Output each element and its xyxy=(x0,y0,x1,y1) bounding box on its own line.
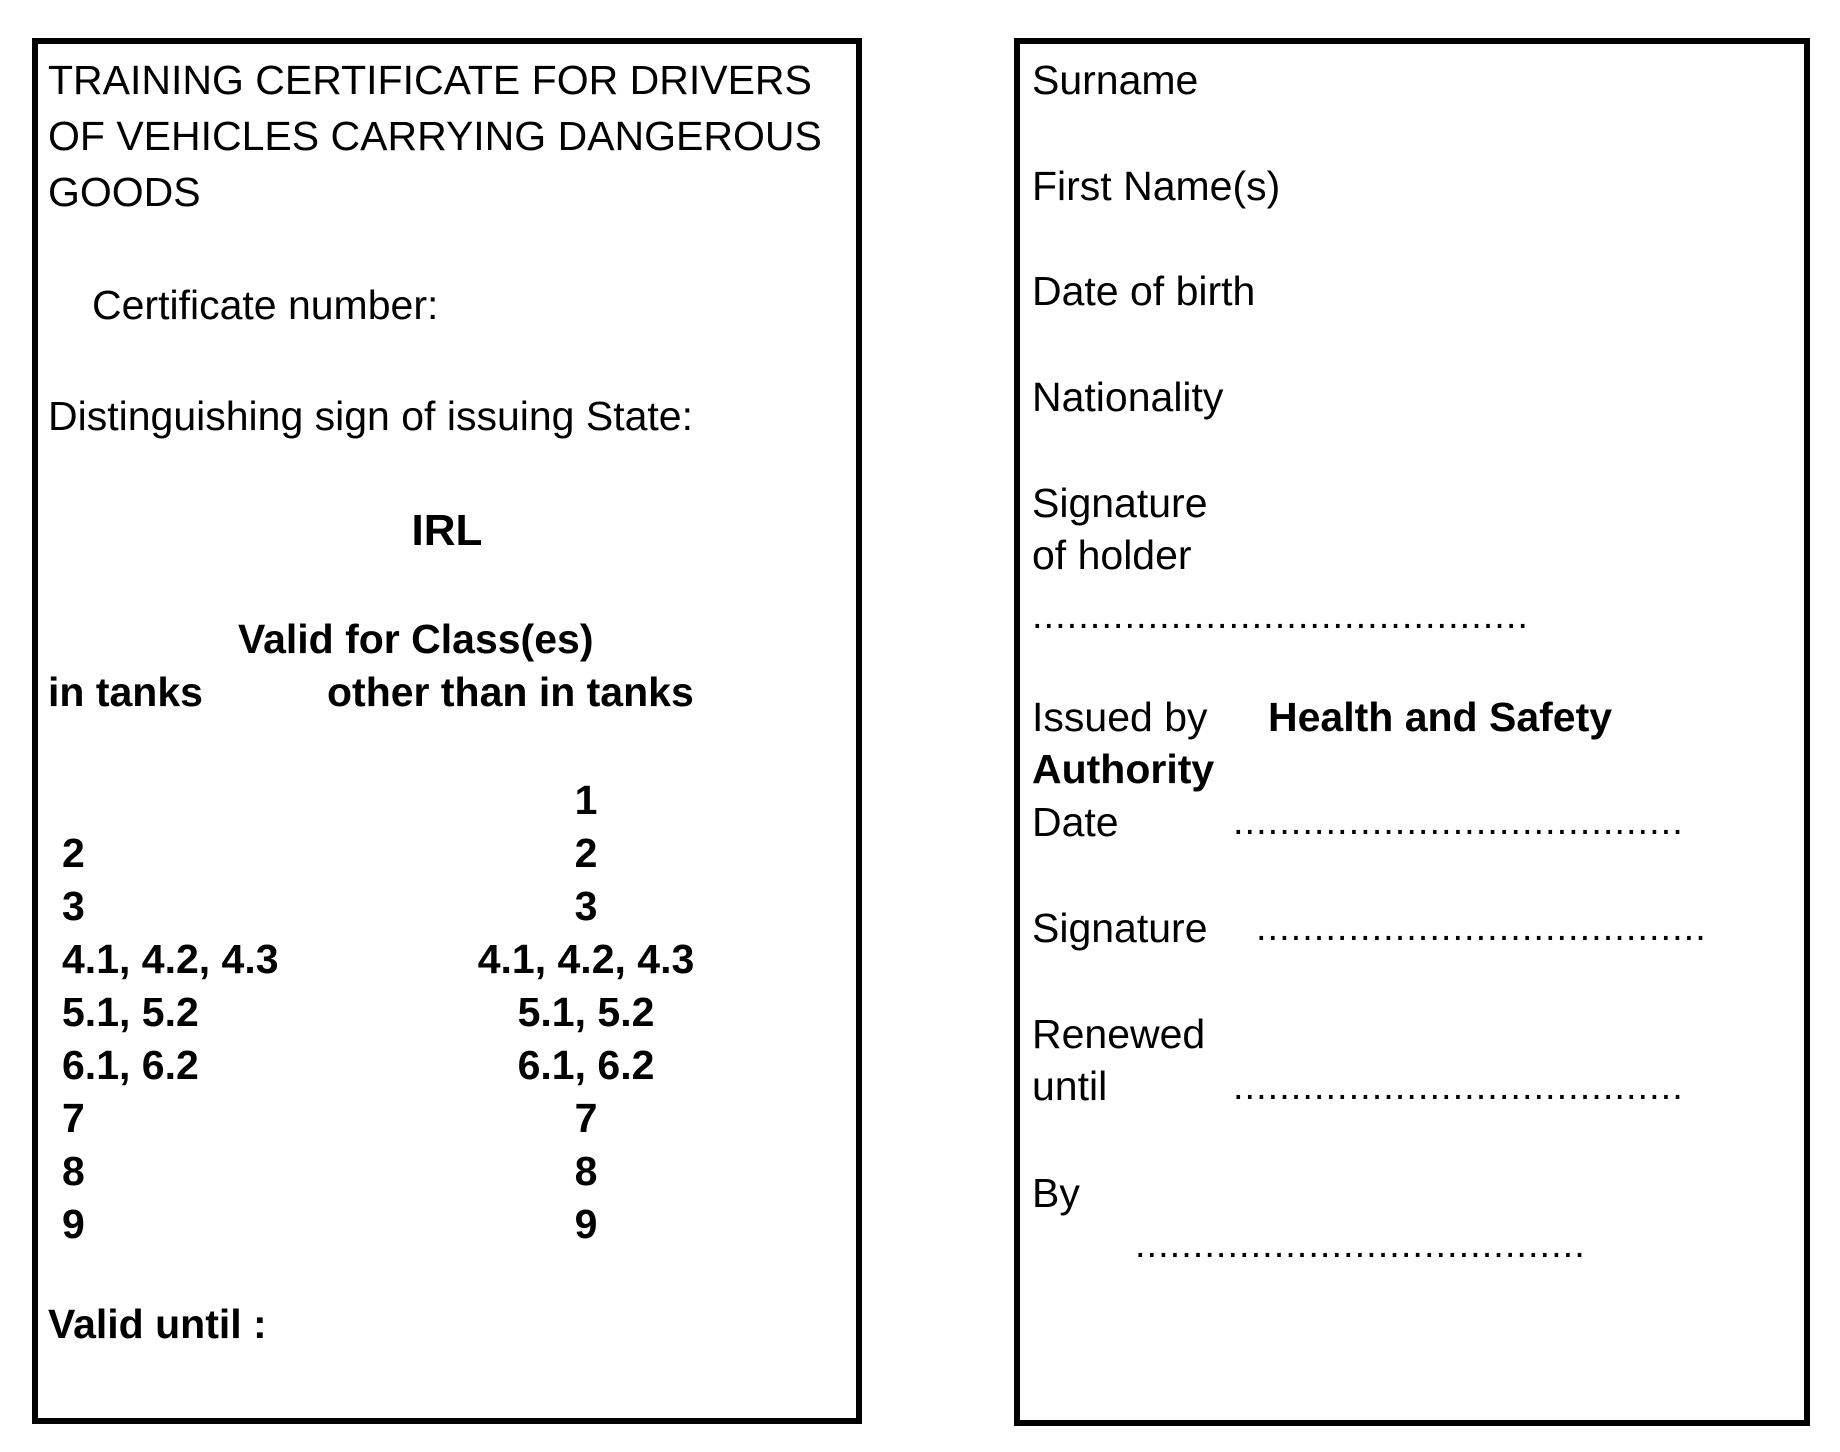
renewed-label-line-1: Renewed xyxy=(1032,1011,1206,1057)
in-tanks-class-item: 3 xyxy=(62,883,85,929)
certificate-title xyxy=(48,52,853,220)
signature-of-holder-label-line-2: of holder xyxy=(1032,532,1192,578)
in-tanks-class-item: 8 xyxy=(62,1148,85,1194)
in-tanks-class-item: 6.1, 6.2 xyxy=(62,1042,199,1088)
other-than-tanks-class-item: 9 xyxy=(574,1201,598,1247)
other-than-tanks-class-item: 1 xyxy=(574,777,598,823)
in-tanks-class-item: 9 xyxy=(62,1201,85,1247)
issuer-name-line-1: Health and Safety xyxy=(1268,694,1613,740)
signature-of-holder-label-line-1: Signature xyxy=(1032,480,1208,526)
by-line: ....................................... xyxy=(1135,1224,1586,1266)
in-tanks-header: in tanks xyxy=(48,669,203,715)
in-tanks-class-item: 5.1, 5.2 xyxy=(62,989,199,1035)
other-than-tanks-class-item: 4.1, 4.2, 4.3 xyxy=(477,936,695,982)
certificate-front-panel xyxy=(32,38,862,1424)
renewed-line: ....................................... xyxy=(1233,1066,1684,1108)
certificate-back-panel xyxy=(1014,38,1810,1426)
certificate-title-line-3: GOODS xyxy=(48,169,201,215)
surname-label: Surname xyxy=(1032,57,1199,103)
valid-for-classes-heading: Valid for Class(es) xyxy=(238,616,594,662)
issuer-name-line-2: Authority xyxy=(1032,746,1215,792)
certificate-title-line-1: TRAINING CERTIFICATE FOR DRIVERS xyxy=(48,57,812,103)
signature-label: Signature xyxy=(1032,905,1208,951)
date-line: ....................................... xyxy=(1233,801,1684,843)
other-than-tanks-class-item: 5.1, 5.2 xyxy=(517,989,655,1035)
issuing-state-code: IRL xyxy=(411,506,483,555)
certificate-title-line-2: OF VEHICLES CARRYING DANGEROUS xyxy=(48,113,822,159)
in-tanks-classes-list xyxy=(62,827,279,1251)
in-tanks-class-item: 7 xyxy=(62,1095,85,1141)
nationality-label: Nationality xyxy=(1032,374,1224,420)
by-label: By xyxy=(1032,1170,1080,1216)
date-label: Date xyxy=(1032,799,1119,845)
date-of-birth-label: Date of birth xyxy=(1032,268,1256,314)
certificate-number-label: Certificate number: xyxy=(92,282,439,328)
other-than-tanks-classes-list xyxy=(456,774,716,1251)
in-tanks-class-item: 4.1, 4.2, 4.3 xyxy=(62,936,279,982)
first-names-label: First Name(s) xyxy=(1032,163,1281,209)
other-than-in-tanks-header: other than in tanks xyxy=(327,669,694,715)
other-than-tanks-class-item: 2 xyxy=(574,830,598,876)
other-than-tanks-class-item: 3 xyxy=(574,883,598,929)
issuing-state-label: Distinguishing sign of issuing State: xyxy=(48,393,693,439)
other-than-tanks-class-item: 8 xyxy=(574,1148,598,1194)
issued-by-label: Issued by xyxy=(1032,694,1208,740)
signature-line: ....................................... xyxy=(1256,907,1707,949)
renewed-label-line-2: until xyxy=(1032,1063,1108,1109)
holder-signature-line: ........................................... xyxy=(1032,595,1529,637)
other-than-tanks-class-item: 7 xyxy=(574,1095,598,1141)
valid-until-label: Valid until : xyxy=(48,1301,267,1347)
other-than-tanks-class-item: 6.1, 6.2 xyxy=(517,1042,655,1088)
in-tanks-class-item: 2 xyxy=(62,830,85,876)
